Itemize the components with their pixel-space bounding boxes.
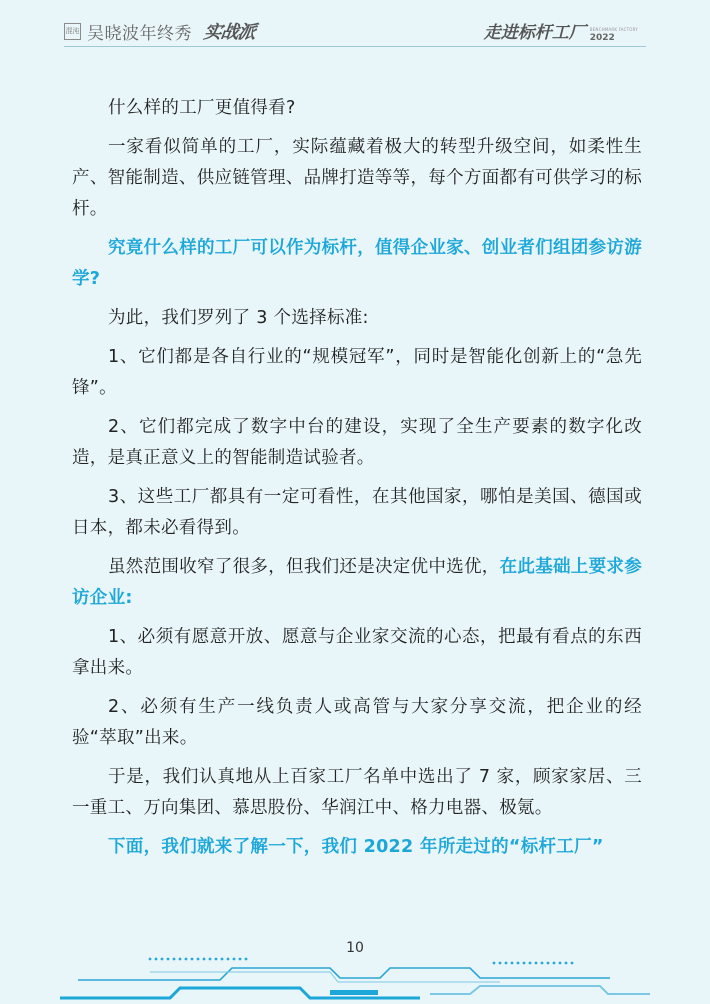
footer-accent-bar xyxy=(330,990,378,995)
series-subtitle: BENCHMARK FACTORY xyxy=(589,27,638,32)
paragraph-criterion-3: 3、这些工厂都具有一定可看性，在其他国家，哪怕是美国、德国或日本，都未必看得到。 xyxy=(72,487,642,538)
header-brand xyxy=(64,18,255,44)
footer-right-dots xyxy=(493,962,574,965)
footer-circuit-line xyxy=(78,968,610,980)
footer-left-dots xyxy=(149,958,248,961)
paragraph-criterion-1: 1、它们都是各自行业的“规模冠军”，同时是智能化创新上的“急先锋”。 xyxy=(72,347,642,398)
header-series-mark xyxy=(484,18,638,43)
article-body xyxy=(72,93,642,871)
paragraph-narrowing-text: 虽然范围收窄了很多，但我们还是决定优中选优， xyxy=(108,557,500,577)
header-title: 吴晓波年终秀 xyxy=(87,23,192,44)
paragraph-selection: 于是，我们认真地从上百家工厂名单中选出了 7 家，顾家家居、三一重工、万向集团、慕思股份、华润江中、格力电器、极氪。 xyxy=(72,767,642,818)
footer-decoration xyxy=(0,950,710,1004)
paragraph-narrowing xyxy=(72,552,642,614)
series-title: 走进标杆工厂 xyxy=(483,23,586,43)
paragraph-question: 什么样的工厂更值得看? xyxy=(108,98,296,118)
page-header xyxy=(0,0,710,58)
page-number: 10 xyxy=(346,940,364,956)
paragraph-highlight-question: 究竟什么样的工厂可以作为标杆，值得企业家、创业者们组团参访游学? xyxy=(72,238,642,289)
header-brush-logo: 实战派 xyxy=(202,22,257,43)
paragraph-requirement-2: 2、必须有生产一线负责人或高管与大家分享交流，把企业的经验“萃取”出来。 xyxy=(72,697,642,748)
series-year: 2022 xyxy=(589,33,615,43)
hundun-logo-icon: 混沌 xyxy=(64,23,81,40)
paragraph-intro: 一家看似简单的工厂，实际蕴藏着极大的转型升级空间，如柔性生产、智能制造、供应链管理、品牌打造等等，每个方面都有可供学习的标杆。 xyxy=(72,137,642,219)
paragraph-narrowing-highlight: 在此基础上要求参访企业: xyxy=(72,557,643,608)
paragraph-criterion-2: 2、它们都完成了数字中台的建设，实现了全生产要素的数字化改造，是真正意义上的智能制造试验者。 xyxy=(72,417,642,468)
series-year-block xyxy=(590,25,638,43)
footer-band-right xyxy=(430,986,650,994)
paragraph-requirement-1: 1、必须有愿意开放、愿意与企业家交流的心态，把最有看点的东西拿出来。 xyxy=(72,627,642,678)
header-divider xyxy=(64,46,646,47)
paragraph-criteria-lead: 为此，我们罗列了 3 个选择标准: xyxy=(108,308,369,328)
paragraph-closing-highlight: 下面，我们就来了解一下，我们 2022 年所走过的“标杆工厂” xyxy=(108,837,604,857)
